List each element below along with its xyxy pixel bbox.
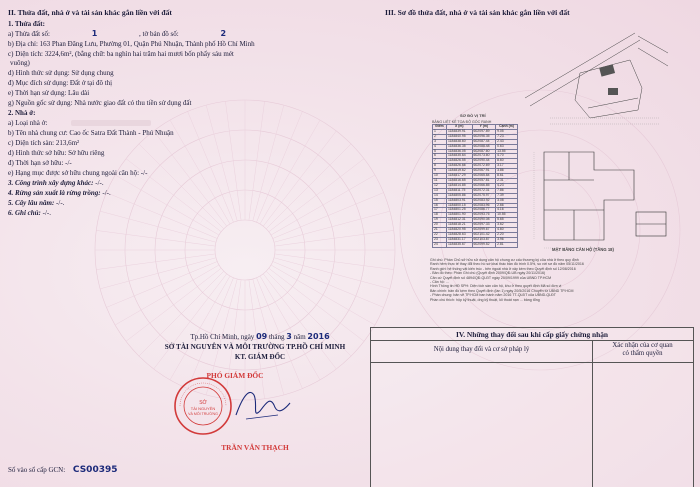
coord-cell: 602096.35	[472, 134, 496, 139]
house-type-line: a) Loại nhà ở:	[8, 119, 151, 127]
coord-cell: 5	[433, 149, 447, 154]
perennial-trees-line: 5. Cây lâu năm: -/-.	[8, 199, 65, 207]
coord-cell: 4.60	[496, 228, 518, 233]
map-notes	[430, 258, 685, 302]
coord-cell: 4	[433, 144, 447, 149]
coord-cell: 10.55	[496, 213, 518, 218]
coord-cell: 17	[433, 208, 447, 213]
guilloche-ray	[115, 265, 219, 325]
guilloche-ray	[253, 105, 284, 221]
coord-cell: 4.16	[496, 208, 518, 213]
guilloche-ray	[271, 265, 375, 325]
coord-cell: 602099.67	[472, 228, 496, 233]
redacted-field	[71, 120, 151, 126]
coord-header-cell: Điểm	[433, 125, 447, 130]
coord-cell: 602067.91	[472, 169, 496, 174]
issue-day: 09	[256, 332, 268, 341]
coord-cell: 2.20	[496, 232, 518, 237]
map-note-line: Phần chú thích: hộp kỹ thuật, ống kỹ thuật, lối thoát nạn ... bảng tổng	[430, 297, 540, 302]
map-note-line: Ranh hẻm thực tế thay đổi theo hồ sơ khai thác bản đồ trình 0.5%, so với sơ đồ năm 05/11/2016	[430, 262, 584, 267]
coord-cell: 1184826.66	[446, 164, 472, 169]
coord-cell: 3.96	[496, 237, 518, 242]
coord-cell: 602083.92	[472, 198, 496, 203]
coord-cell: 602088.48	[472, 144, 496, 149]
guilloche-ray	[154, 131, 227, 226]
svg-text:TÀI NGUYÊN: TÀI NGUYÊN	[190, 406, 216, 411]
coord-cell: 22	[433, 232, 447, 237]
coord-cell: 1184811.75	[446, 188, 472, 193]
coord-cell: 7	[433, 159, 447, 164]
coord-cell: 1184817.29	[446, 174, 472, 179]
table-rule	[371, 340, 693, 341]
coord-cell: 1184801.90	[446, 213, 472, 218]
site-location-plan	[520, 28, 670, 143]
guilloche-ray	[170, 276, 230, 380]
coord-cell: 1184839.91	[446, 129, 472, 134]
coord-cell: 602103.87	[472, 237, 496, 242]
coord-cell: 1184840.95	[446, 134, 472, 139]
coord-cell: 3.08	[496, 198, 518, 203]
coord-cell: 3.62	[496, 223, 518, 228]
coord-cell: 12	[433, 183, 447, 188]
certificate-number: CS00395	[72, 465, 118, 475]
coord-cell: 19	[433, 218, 447, 223]
coord-cell: 3.17	[496, 164, 518, 169]
coord-cell: 1184800.15	[446, 203, 472, 208]
map-note-line: Ghi chú: Phần Chủ sở hữu sử dụng căn hộ chung cư cấu thương ký của nhà ở theo quy định	[430, 258, 579, 262]
apartment-floor-plan	[524, 140, 674, 260]
coord-cell: 1184831.17	[446, 237, 472, 242]
coord-table-title: BẢNG LIỆT KÊ TỌA ĐỘ GÓC RANH	[432, 120, 492, 124]
coord-cell: 602072.31	[472, 188, 496, 193]
section-4-title: IV. Những thay đổi sau khi cấp giấy chứng nhận	[455, 330, 609, 339]
coord-cell: 602099.52	[472, 242, 496, 247]
coord-cell: 602066.85	[472, 183, 496, 188]
coord-cell: 1184835.64	[446, 154, 472, 159]
coord-cell: 2.43	[496, 139, 518, 144]
common-items-line: e) Hạng mục được sở hữu chung ngoài căn hộ: -/-	[8, 169, 148, 177]
site-plan-caption: SƠ ĐỒ VỊ TRÍ	[460, 113, 486, 118]
issuing-agency: SỞ TÀI NGUYÊN VÀ MÔI TRƯỜNG TP.HỒ CHÍ MINH	[164, 343, 346, 351]
coord-cell: 7.86	[496, 188, 518, 193]
guilloche-ray	[126, 268, 221, 341]
coord-header-cell: Cạnh (m)	[496, 125, 518, 130]
coord-cell: 7.39	[496, 193, 518, 198]
coord-cell: 0.63	[496, 144, 518, 149]
coord-cell: 602090.08	[472, 218, 496, 223]
area-line: c) Diện tích: 3224,6m², (bằng chữ: ba nghìn hai trăm hai mươi bốn phẩy sáu mét	[8, 50, 234, 58]
other-construction-line: 3. Công trình xây dựng khác: -/-.	[8, 179, 104, 187]
guilloche-ray	[96, 254, 215, 270]
coord-cell: 602072.69	[472, 164, 496, 169]
coord-cell: 13.55	[496, 149, 518, 154]
section-3-title: III. Sơ đồ thửa đất, nhà ở và tài sản khác gắn liền với đất	[385, 8, 570, 17]
coord-cell: 1184816.65	[446, 178, 472, 183]
coord-cell: 5.65	[496, 218, 518, 223]
issue-date: Tp.Hồ Chí Minh, ngày 09 tháng 3 năm 2016	[190, 332, 330, 341]
guilloche-ray	[271, 175, 375, 235]
coord-cell: 1184812.31	[446, 218, 472, 223]
changes-table	[370, 327, 694, 487]
guilloche-ray	[269, 159, 364, 232]
coord-cell: 9	[433, 169, 447, 174]
coord-cell: 602083.96	[472, 203, 496, 208]
coord-cell: 2	[433, 134, 447, 139]
coord-header-cell: X (m)	[446, 125, 472, 130]
deputy-director-title: PHÓ GIÁM ĐỐC	[206, 371, 264, 380]
coord-cell: 602087.44	[472, 139, 496, 144]
coord-cell: 1184814.85	[446, 183, 472, 188]
coord-cell: 602075.97	[472, 193, 496, 198]
guilloche-ray	[269, 268, 364, 341]
coord-cell: 1184801.25	[446, 208, 472, 213]
handwritten-signature-icon	[232, 385, 292, 425]
area-line-2: vuông)	[10, 59, 30, 67]
coord-cell: 24	[433, 242, 447, 247]
land-plot-heading: 1. Thửa đất:	[8, 20, 45, 28]
svg-text:VÀ MÔI TRƯỜNG: VÀ MÔI TRƯỜNG	[188, 412, 218, 416]
use-form-line: d) Hình thức sử dụng: Sử dụng chung	[8, 69, 114, 77]
official-seal-icon	[172, 375, 234, 437]
coordinate-table	[432, 124, 518, 248]
coord-cell: 1184819.62	[446, 169, 472, 174]
coord-cell: 10	[433, 174, 447, 179]
coord-cell: 3	[433, 139, 447, 144]
coord-cell: 1	[433, 129, 447, 134]
guilloche-ray	[275, 254, 394, 270]
guilloche-ray	[100, 258, 216, 289]
guilloche-ray	[256, 111, 302, 222]
coord-cell: 7.23	[496, 134, 518, 139]
coord-cell: 602097.33	[472, 223, 496, 228]
guilloche-ray	[274, 258, 390, 289]
map-sheet-number: 2	[220, 29, 227, 38]
coord-cell: 14	[433, 193, 447, 198]
plot-number: 1	[91, 29, 98, 38]
map-note-line: - Bản đồ theo: Phần Ghi chú (Quyết định 2009/QĐ-UB ngày 20/11/2016)	[430, 271, 546, 276]
coord-cell: 13	[433, 188, 447, 193]
coord-cell: 2.66	[496, 203, 518, 208]
house-heading: 2. Nhà ở:	[8, 109, 36, 117]
guilloche-ray	[274, 211, 390, 242]
coord-cell: 1184805.86	[446, 193, 472, 198]
coord-cell: 1184826.55	[446, 159, 472, 164]
use-origin-line: g) Nguồn gốc sử dụng: Nhà nước giao đất có thu tiền sử dụng đất	[8, 99, 192, 107]
coord-cell: 15	[433, 198, 447, 203]
svg-text:SỞ: SỞ	[199, 400, 207, 406]
guilloche-ray	[273, 193, 384, 239]
signer-name: TRẦN VĂN THẠCH	[221, 443, 289, 452]
coord-cell: 23	[433, 237, 447, 242]
ownership-term-line: đ) Thời hạn sở hữu: -/-	[8, 159, 72, 167]
building-name-line: b) Tên nhà chung cư: Cao ốc Satra Đất Thành - Phú Nhuận	[8, 129, 174, 137]
guilloche-ray	[206, 105, 237, 221]
issue-month: 3	[286, 332, 292, 341]
coord-cell: 8.60	[496, 159, 518, 164]
coord-cell: 1184820.95	[446, 228, 472, 233]
map-note-line: - Phần chung: bản vẽ TP.HCM ban hành năm 2016 TT-QLĐT của UBND-QLĐT	[430, 293, 556, 298]
coord-cell: 4.70	[496, 154, 518, 159]
guilloche-ray	[139, 144, 224, 229]
coord-cell: 602073.60	[472, 154, 496, 159]
coord-cell: 11	[433, 178, 447, 183]
plot-number-line: a) Thửa đất số: 1 , tờ bản đồ số: 2	[8, 29, 227, 38]
coord-cell: 1184836.05	[446, 149, 472, 154]
coord-cell: 4.23	[496, 183, 518, 188]
use-purpose-line: đ) Mục đích sử dụng: Đất ở tại đô thị	[8, 79, 113, 87]
certificate-number-line: Số vào sổ cấp GCN: CS00395	[8, 465, 118, 475]
guilloche-ray	[106, 193, 217, 239]
map-note-line: Bản chính: bản đồ kèm theo Quyết định (lần 1) ngày 20/5/2016 Chuyển từ UBND TP.HCM	[430, 288, 574, 293]
guilloche-ray	[263, 131, 336, 226]
coord-cell: 18	[433, 213, 447, 218]
coord-cell: 1184828.63	[446, 232, 472, 237]
coord-cell: 602101.42	[472, 232, 496, 237]
coord-cell: 8	[433, 164, 447, 169]
table-rule	[371, 362, 693, 363]
coord-cell: 602093.76	[472, 213, 496, 218]
address-line: b) Địa chỉ: 163 Phan Đăng Lưu, Phường 01, Quận Phú Nhuận, Thành phố Hồ Chí Minh	[8, 40, 255, 48]
guilloche-ray	[188, 111, 234, 222]
coord-cell: 2.81	[496, 242, 518, 247]
guilloche-ray	[170, 120, 230, 224]
floor-plan-caption: MẶT BẰNG CĂN HỘ (TẦNG 18)	[552, 247, 614, 252]
coord-cell: 6	[433, 154, 447, 159]
coord-cell: 1184818.21	[446, 223, 472, 228]
ownership-form-line: d) Hình thức sở hữu: Sở hữu riêng	[8, 149, 105, 157]
coord-cell: 16	[433, 203, 447, 208]
map-area	[420, 28, 690, 320]
guilloche-ray	[260, 120, 320, 224]
coord-cell: 3.86	[496, 169, 518, 174]
coord-cell: 21	[433, 228, 447, 233]
coord-cell: 602087.60	[472, 149, 496, 154]
changes-column-header: Nội dung thay đổi và cơ sở pháp lý	[433, 346, 530, 353]
table-row	[433, 242, 518, 247]
guilloche-ray	[273, 261, 384, 307]
guilloche-ray	[275, 230, 394, 246]
acting-director: KT. GIÁM ĐỐC	[234, 353, 286, 361]
use-term-line: e) Thời hạn sử dụng: Lâu dài	[8, 89, 90, 97]
guilloche-ray	[115, 175, 219, 235]
issue-year: 2016	[307, 332, 330, 341]
map-note-line: - Căn hộ: ...	[430, 280, 449, 285]
coord-cell: 20	[433, 223, 447, 228]
coord-cell: 2.31	[496, 178, 518, 183]
guilloche-ray	[266, 144, 351, 229]
coord-cell: 602065.84	[472, 174, 496, 179]
section-2-title: II. Thửa đất, nhà ở và tài sản khác gắn liền với đất	[8, 8, 172, 17]
coord-cell: 602097.89	[472, 129, 496, 134]
guilloche-ray	[249, 101, 265, 220]
confirmation-column-header: Xác nhận của cơ quan có thẩm quyền	[612, 342, 673, 357]
coord-cell: 1184838.60	[446, 139, 472, 144]
coord-cell: 602090.44	[472, 159, 496, 164]
guilloche-ray	[106, 261, 217, 307]
coord-cell: 9.05	[496, 129, 518, 134]
coord-cell: 1184803.91	[446, 198, 472, 203]
guilloche-ray	[96, 230, 215, 246]
map-note-line: Hình Thông tin HĐ SPH: Diện tích sàn căn hộ, khu ở theo quyết định Mã số đơn vị	[430, 284, 562, 289]
guilloche-ray	[100, 211, 216, 242]
coord-cell: 1184836.35	[446, 144, 472, 149]
floor-area-line: c) Diện tích sàn: 213,6m²	[8, 139, 80, 147]
map-note-line: Ranh giới: hệ thống vật kiến trúc - bên ngoài nhà ở xây kèm theo Quyết định số 12/08/2016	[430, 266, 576, 271]
guilloche-ray	[225, 101, 241, 220]
coord-header-cell: Y (m)	[472, 125, 496, 130]
map-note-line: Căn cứ Quyết định số 4894/QĐ-QLĐT ngày 20/09/1999 của UBND TP.HCM	[430, 275, 552, 280]
coord-cell: 1184835.67	[446, 242, 472, 247]
notes-line: 6. Ghi chú: -/-.	[8, 209, 51, 217]
coord-cell: 602057.81	[472, 178, 496, 183]
coord-cell: 602086.77	[472, 208, 496, 213]
guilloche-ray	[260, 276, 320, 380]
planted-forest-line: 4. Rừng sản xuất là rừng trồng: -/-.	[8, 189, 111, 197]
coord-cell: 8.61	[496, 174, 518, 179]
